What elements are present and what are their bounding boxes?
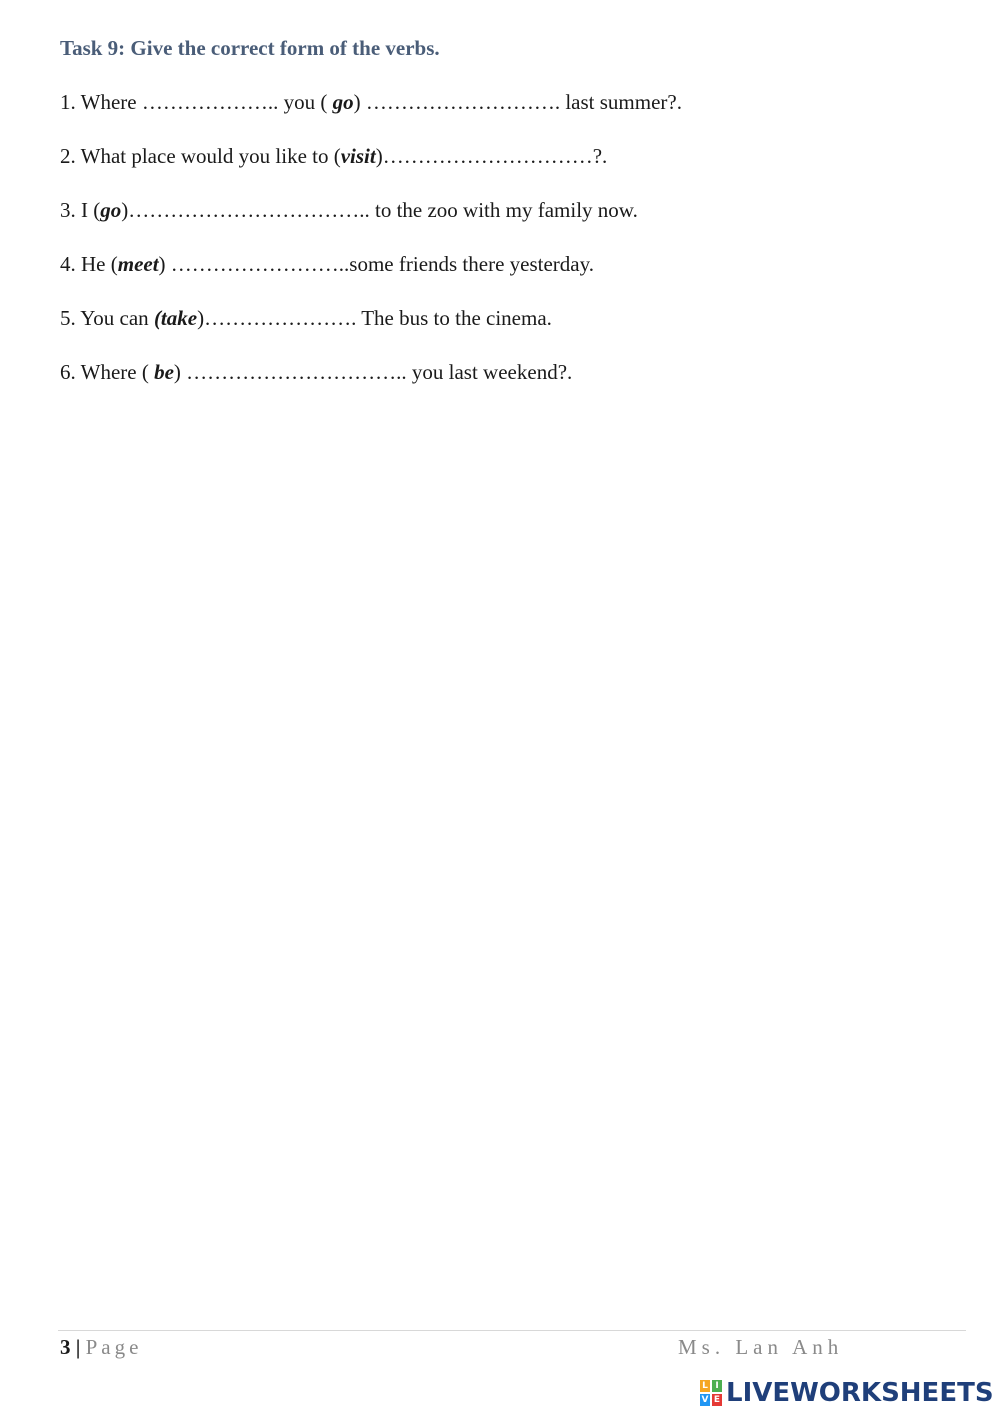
verb-prompt: (take — [153, 306, 198, 330]
item-text-after: ) ……………………..some friends there yesterday. — [158, 252, 594, 276]
exercise-item-2 — [60, 144, 607, 169]
exercise-item-6 — [60, 360, 572, 385]
verb-prompt: go — [100, 198, 122, 222]
logo-letter: V — [701, 1395, 709, 1405]
exercise-item-4 — [60, 252, 594, 277]
logo-letter: I — [712, 1380, 722, 1392]
item-text-after: ) ………………………. last summer?. — [353, 90, 682, 114]
verb-prompt: meet — [117, 252, 159, 276]
exercise-item-1 — [60, 90, 682, 115]
page-number — [60, 1335, 142, 1360]
item-text-after: )…………………………….. to the zoo with my family now. — [121, 198, 638, 222]
task-title: Task 9: Give the correct form of the verbs. — [60, 36, 440, 60]
item-text-before: 1. Where ……………….. you ( — [60, 90, 333, 114]
footer-divider — [58, 1330, 966, 1331]
brand-name: LIVEWORKSHEETS — [726, 1378, 994, 1408]
item-text-after: ) ………………………….. you last weekend?. — [173, 360, 573, 384]
liveworksheets-logo-icon — [700, 1380, 722, 1406]
verb-prompt: visit — [340, 144, 376, 168]
verb-prompt: be — [154, 360, 174, 384]
page-number-value: 3 — [60, 1335, 71, 1359]
verb-prompt: go — [332, 90, 354, 114]
item-text-after: )…………………………?. — [375, 144, 608, 168]
item-text-before: 4. He ( — [60, 252, 118, 276]
item-text-before: 5. You can — [60, 306, 154, 330]
page-label: Page — [85, 1335, 143, 1359]
logo-letter: E — [713, 1395, 721, 1405]
liveworksheets-brand[interactable] — [700, 1376, 994, 1410]
item-text-before: 3. I ( — [60, 198, 101, 222]
exercise-item-5 — [60, 306, 552, 331]
item-text-before: 6. Where ( — [60, 360, 155, 384]
author-name: Ms. Lan Anh — [678, 1335, 844, 1359]
item-text-after: )…………………. The bus to the cinema. — [197, 306, 552, 330]
item-text-before: 2. What place would you like to ( — [60, 144, 341, 168]
logo-letter: L — [700, 1380, 710, 1392]
exercise-item-3 — [60, 198, 638, 223]
page-separator: | — [70, 1335, 86, 1359]
